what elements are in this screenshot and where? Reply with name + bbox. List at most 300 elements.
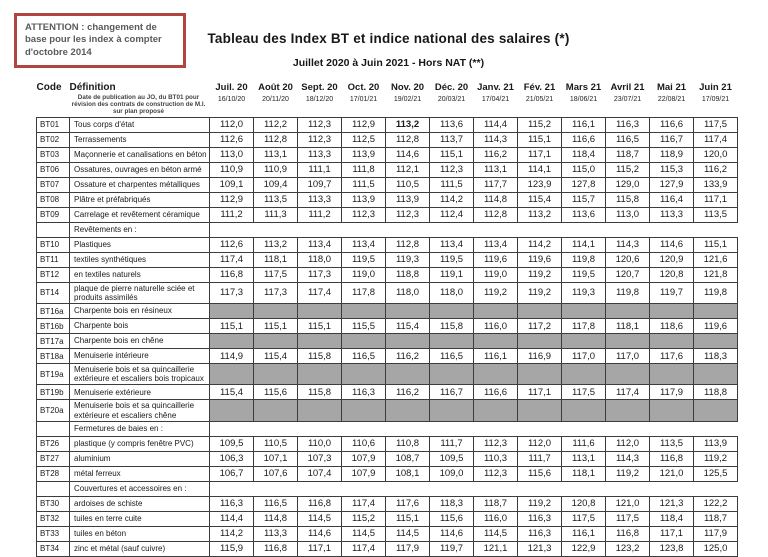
value-cell: 118,1	[254, 252, 298, 267]
value-cell: 123,9	[518, 177, 562, 192]
value-cell: 109,0	[430, 466, 474, 481]
value-cell: 117,5	[694, 117, 738, 132]
table-row	[37, 496, 738, 511]
value-cell: 118,0	[386, 282, 430, 303]
value-cell: 114,2	[518, 237, 562, 252]
month-column-header	[210, 80, 254, 117]
value-cell: 113,4	[298, 237, 342, 252]
value-cell: 118,3	[694, 349, 738, 364]
month-column-header	[606, 80, 650, 117]
value-cell: 119,1	[430, 267, 474, 282]
value-cell	[254, 304, 298, 319]
value-cell: 112,3	[474, 466, 518, 481]
table-row	[37, 282, 738, 303]
value-cell	[298, 364, 342, 385]
value-cell: 114,1	[562, 237, 606, 252]
value-cell: 113,3	[254, 526, 298, 541]
value-cell	[518, 334, 562, 349]
value-cell: 116,7	[650, 132, 694, 147]
value-cell: 119,8	[562, 252, 606, 267]
value-cell: 111,3	[254, 207, 298, 222]
value-cell: 112,0	[518, 436, 562, 451]
month-column-header	[650, 80, 694, 117]
value-cell	[694, 364, 738, 385]
table-row	[37, 177, 738, 192]
value-cell	[650, 400, 694, 421]
value-cell: 110,6	[342, 436, 386, 451]
value-cell: 117,1	[298, 541, 342, 556]
value-cell: 118,0	[298, 252, 342, 267]
definition-cell: Couvertures et accessoires en :	[70, 481, 210, 496]
value-cell	[254, 364, 298, 385]
value-cell: 127,9	[650, 177, 694, 192]
value-cell: 113,5	[694, 207, 738, 222]
value-cell: 117,4	[298, 282, 342, 303]
value-cell: 114,5	[474, 526, 518, 541]
index-table	[36, 80, 738, 557]
value-cell: 114,4	[210, 511, 254, 526]
value-cell: 112,3	[342, 207, 386, 222]
value-cell: 120,9	[650, 252, 694, 267]
code-cell: BT17a	[37, 334, 70, 349]
value-cell: 123,8	[650, 541, 694, 556]
value-cell	[386, 400, 430, 421]
value-cell: 112,3	[298, 117, 342, 132]
month-column-header	[518, 80, 562, 117]
value-cell	[342, 400, 386, 421]
value-cell: 110,5	[254, 436, 298, 451]
value-cell	[386, 334, 430, 349]
value-cell: 117,1	[518, 147, 562, 162]
definition-header-label: Définition	[69, 82, 116, 93]
value-cell: 107,9	[342, 451, 386, 466]
value-cell: 119,5	[430, 252, 474, 267]
value-cell	[342, 334, 386, 349]
value-cell: 116,5	[254, 496, 298, 511]
value-cell: 119,8	[606, 282, 650, 303]
value-cell: 112,0	[606, 436, 650, 451]
value-cell: 114,5	[386, 526, 430, 541]
value-cell: 119,0	[474, 267, 518, 282]
value-cell	[694, 334, 738, 349]
value-cell: 118,1	[562, 466, 606, 481]
definition-header-note: Date de publication au JO, du BT01 pour révision des contrats de construction de M.I. sur plan proposé	[71, 94, 206, 116]
value-cell: 115,1	[518, 132, 562, 147]
value-cell: 115,1	[210, 319, 254, 334]
value-cell: 110,9	[254, 162, 298, 177]
value-cell: 115,8	[430, 319, 474, 334]
month-column-header	[386, 80, 430, 117]
value-cell: 115,5	[342, 319, 386, 334]
table-row	[37, 526, 738, 541]
value-cell: 117,5	[254, 267, 298, 282]
value-cell: 117,2	[518, 319, 562, 334]
value-cell: 119,7	[650, 282, 694, 303]
value-cell: 119,7	[430, 541, 474, 556]
value-cell: 111,7	[518, 451, 562, 466]
definition-cell: textiles synthétiques	[70, 252, 210, 267]
code-column-header: Code	[36, 82, 62, 93]
value-cell: 110,8	[386, 436, 430, 451]
value-cell: 110,9	[210, 162, 254, 177]
value-cell: 117,3	[254, 282, 298, 303]
value-cell: 119,2	[518, 496, 562, 511]
value-cell: 112,9	[210, 192, 254, 207]
value-cell: 116,8	[210, 267, 254, 282]
value-cell	[518, 400, 562, 421]
value-cell: 110,0	[298, 436, 342, 451]
value-cell: 117,3	[210, 282, 254, 303]
value-cell: 117,9	[694, 526, 738, 541]
code-cell: BT20a	[37, 400, 70, 421]
value-cell: 116,0	[474, 319, 518, 334]
month-label: Avril 21	[610, 82, 645, 93]
definition-cell: aluminium	[70, 451, 210, 466]
value-cell: 112,8	[254, 132, 298, 147]
definition-cell: Plâtre et préfabriqués	[70, 192, 210, 207]
code-cell: BT33	[37, 526, 70, 541]
value-cell: 106,7	[210, 466, 254, 481]
value-cell	[694, 400, 738, 421]
value-cell: 116,1	[562, 526, 606, 541]
value-cell: 113,9	[342, 192, 386, 207]
value-cell: 107,4	[298, 466, 342, 481]
value-cell: 112,5	[342, 132, 386, 147]
table-row	[37, 162, 738, 177]
value-cell: 112,2	[254, 117, 298, 132]
value-cell: 119,2	[694, 451, 738, 466]
value-cell: 125,0	[694, 541, 738, 556]
value-cell: 113,1	[254, 147, 298, 162]
value-cell: 115,4	[210, 385, 254, 400]
value-cell: 108,1	[386, 466, 430, 481]
value-cell: 122,9	[562, 541, 606, 556]
value-cell: 119,3	[562, 282, 606, 303]
value-cell	[650, 304, 694, 319]
value-cell	[210, 400, 254, 421]
section-spacer-cell	[210, 481, 738, 496]
definition-cell: Charpente bois	[70, 319, 210, 334]
publication-date: 21/05/21	[525, 96, 554, 103]
value-cell: 119,0	[342, 267, 386, 282]
table-row	[37, 436, 738, 451]
value-cell: 116,7	[430, 385, 474, 400]
value-cell: 113,3	[650, 207, 694, 222]
month-column-header	[342, 80, 386, 117]
value-cell: 116,3	[606, 117, 650, 132]
definition-cell: Menuiserie bois et sa quincaillerie extérieure et escaliers bois tropicaux	[70, 364, 210, 385]
value-cell: 114,5	[298, 511, 342, 526]
value-cell: 114,6	[386, 147, 430, 162]
value-cell: 112,9	[342, 117, 386, 132]
value-cell: 113,1	[562, 451, 606, 466]
value-cell: 116,3	[518, 511, 562, 526]
definition-cell: Tous corps d'état	[70, 117, 210, 132]
value-cell: 111,2	[210, 207, 254, 222]
value-cell: 116,8	[650, 451, 694, 466]
value-cell: 115,2	[606, 162, 650, 177]
value-cell: 113,9	[694, 436, 738, 451]
value-cell: 117,9	[650, 385, 694, 400]
value-cell: 112,8	[474, 207, 518, 222]
value-cell: 111,1	[298, 162, 342, 177]
code-cell: BT34	[37, 541, 70, 556]
value-cell: 118,8	[386, 267, 430, 282]
value-cell: 120,7	[606, 267, 650, 282]
value-cell: 120,8	[650, 267, 694, 282]
table-row	[37, 511, 738, 526]
month-column-header	[430, 80, 474, 117]
value-cell: 114,8	[254, 511, 298, 526]
month-label: Janv. 21	[477, 82, 514, 93]
definition-cell: plastique (y compris fenêtre PVC)	[70, 436, 210, 451]
month-label: Oct. 20	[347, 82, 380, 93]
month-label: Août 20	[258, 82, 293, 93]
value-cell: 116,3	[518, 526, 562, 541]
value-cell: 116,1	[562, 117, 606, 132]
value-cell	[430, 400, 474, 421]
value-cell: 118,3	[430, 496, 474, 511]
value-cell: 117,0	[562, 349, 606, 364]
value-cell: 115,8	[298, 385, 342, 400]
value-cell: 113,9	[386, 192, 430, 207]
value-cell: 106,3	[210, 451, 254, 466]
publication-date: 20/03/21	[437, 96, 466, 103]
definition-cell: métal ferreux	[70, 466, 210, 481]
publication-date: 20/11/20	[262, 96, 289, 103]
value-cell: 114,3	[606, 451, 650, 466]
value-cell: 113,0	[606, 207, 650, 222]
value-cell: 113,2	[518, 207, 562, 222]
table-row	[37, 304, 738, 319]
value-cell: 113,4	[474, 237, 518, 252]
value-cell: 118,7	[694, 511, 738, 526]
value-cell	[474, 400, 518, 421]
month-column-header	[474, 80, 518, 117]
value-cell	[694, 304, 738, 319]
value-cell: 113,3	[298, 192, 342, 207]
value-cell: 114,8	[474, 192, 518, 207]
value-cell: 119,2	[518, 282, 562, 303]
value-cell	[562, 400, 606, 421]
value-cell: 118,8	[694, 385, 738, 400]
table-row	[37, 541, 738, 556]
value-cell	[342, 304, 386, 319]
value-cell: 112,4	[430, 207, 474, 222]
month-label: Nov. 20	[390, 82, 425, 93]
publication-date: 17/04/21	[481, 96, 510, 103]
month-label: Sept. 20	[301, 82, 338, 93]
table-row	[37, 319, 738, 334]
section-spacer-cell	[210, 222, 738, 237]
value-cell: 118,7	[606, 147, 650, 162]
code-cell: BT16a	[37, 304, 70, 319]
value-cell: 117,0	[606, 349, 650, 364]
code-cell: BT30	[37, 496, 70, 511]
value-cell: 114,2	[210, 526, 254, 541]
table-row	[37, 400, 738, 421]
definition-cell: zinc et métal (sauf cuivre)	[70, 541, 210, 556]
value-cell	[254, 334, 298, 349]
value-cell: 109,5	[210, 436, 254, 451]
table-row	[37, 385, 738, 400]
value-cell: 116,6	[650, 117, 694, 132]
value-cell: 107,9	[342, 466, 386, 481]
value-cell: 111,5	[342, 177, 386, 192]
title-block	[36, 31, 741, 69]
value-cell	[210, 364, 254, 385]
value-cell: 115,1	[430, 147, 474, 162]
value-cell: 114,9	[210, 349, 254, 364]
value-cell	[650, 364, 694, 385]
value-cell: 112,1	[386, 162, 430, 177]
value-cell: 119,6	[694, 319, 738, 334]
table-row	[37, 349, 738, 364]
value-cell: 118,6	[650, 319, 694, 334]
definition-cell: tuiles en terre cuite	[70, 511, 210, 526]
value-cell: 117,4	[210, 252, 254, 267]
value-cell: 115,0	[562, 162, 606, 177]
value-cell	[298, 400, 342, 421]
month-label: Mai 21	[656, 82, 687, 93]
table-row	[37, 192, 738, 207]
value-cell: 111,8	[342, 162, 386, 177]
value-cell: 117,9	[386, 541, 430, 556]
value-cell: 108,7	[386, 451, 430, 466]
definition-cell: Charpente bois en résineux	[70, 304, 210, 319]
value-cell: 115,4	[254, 349, 298, 364]
definition-cell: tuiles en béton	[70, 526, 210, 541]
definition-cell: Ossature et charpentes métalliques	[70, 177, 210, 192]
value-cell: 115,4	[386, 319, 430, 334]
publication-date: 18/06/21	[569, 96, 598, 103]
value-cell: 112,0	[210, 117, 254, 132]
value-cell	[342, 364, 386, 385]
value-cell: 114,1	[518, 162, 562, 177]
code-cell: BT19b	[37, 385, 70, 400]
table-row	[37, 421, 738, 436]
definition-column-header	[70, 80, 210, 117]
value-cell	[386, 364, 430, 385]
value-cell	[518, 364, 562, 385]
definition-cell: Menuiserie bois et sa quincaillerie extérieure et escaliers chêne	[70, 400, 210, 421]
value-cell: 117,3	[298, 267, 342, 282]
value-cell: 118,1	[606, 319, 650, 334]
value-cell: 121,0	[650, 466, 694, 481]
value-cell: 113,7	[430, 132, 474, 147]
value-cell: 116,4	[650, 192, 694, 207]
month-label: Mars 21	[565, 82, 602, 93]
month-label: Déc. 20	[434, 82, 469, 93]
code-cell: BT08	[37, 192, 70, 207]
value-cell: 115,8	[606, 192, 650, 207]
code-cell: BT11	[37, 252, 70, 267]
value-cell	[474, 334, 518, 349]
value-cell: 116,1	[474, 349, 518, 364]
month-column-header	[562, 80, 606, 117]
value-cell: 112,3	[474, 436, 518, 451]
value-cell: 119,5	[562, 267, 606, 282]
value-cell: 125,5	[694, 466, 738, 481]
publication-date: 23/07/21	[613, 96, 642, 103]
definition-cell: Terrassements	[70, 132, 210, 147]
definition-cell: plaque de pierre naturelle sciée et produits assimilés	[70, 282, 210, 303]
code-cell: BT28	[37, 466, 70, 481]
value-cell: 113,5	[650, 436, 694, 451]
value-cell: 107,1	[254, 451, 298, 466]
value-cell	[430, 364, 474, 385]
table-row	[37, 132, 738, 147]
table-row	[37, 481, 738, 496]
value-cell: 114,4	[474, 117, 518, 132]
table-row	[37, 364, 738, 385]
value-cell: 121,6	[694, 252, 738, 267]
value-cell: 117,4	[342, 496, 386, 511]
header-row	[37, 80, 738, 117]
definition-cell: Menuiserie extérieure	[70, 385, 210, 400]
code-cell: BT12	[37, 267, 70, 282]
publication-date: 17/09/21	[701, 96, 730, 103]
value-cell: 115,8	[298, 349, 342, 364]
value-cell	[606, 400, 650, 421]
value-cell: 115,6	[430, 511, 474, 526]
value-cell: 113,1	[474, 162, 518, 177]
value-cell: 116,9	[518, 349, 562, 364]
value-cell: 117,4	[694, 132, 738, 147]
value-cell: 112,6	[210, 237, 254, 252]
value-cell: 110,3	[474, 451, 518, 466]
value-cell: 120,8	[562, 496, 606, 511]
code-cell	[37, 222, 70, 237]
value-cell	[562, 364, 606, 385]
value-cell: 114,6	[650, 237, 694, 252]
value-cell: 116,3	[210, 496, 254, 511]
value-cell: 117,4	[342, 541, 386, 556]
value-cell: 113,4	[430, 237, 474, 252]
value-cell: 117,4	[606, 385, 650, 400]
value-cell: 112,3	[430, 162, 474, 177]
value-cell: 119,2	[518, 267, 562, 282]
month-column-header	[298, 80, 342, 117]
value-cell	[254, 400, 298, 421]
value-cell: 107,3	[298, 451, 342, 466]
value-cell: 117,5	[562, 511, 606, 526]
code-cell: BT27	[37, 451, 70, 466]
code-cell: BT32	[37, 511, 70, 526]
value-cell: 113,3	[298, 147, 342, 162]
value-cell: 116,0	[474, 511, 518, 526]
code-cell: BT02	[37, 132, 70, 147]
value-cell: 119,6	[474, 252, 518, 267]
section-spacer-cell	[210, 421, 738, 436]
value-cell: 116,8	[254, 541, 298, 556]
value-cell: 112,3	[298, 132, 342, 147]
value-cell: 113,0	[210, 147, 254, 162]
value-cell: 113,2	[386, 117, 430, 132]
definition-cell: Menuiserie intérieure	[70, 349, 210, 364]
definition-cell: Charpente bois en chêne	[70, 334, 210, 349]
table-row	[37, 466, 738, 481]
value-cell	[562, 304, 606, 319]
month-column-header	[694, 80, 738, 117]
value-cell: 115,2	[342, 511, 386, 526]
value-cell: 114,2	[430, 192, 474, 207]
code-cell: BT26	[37, 436, 70, 451]
publication-date: 19/02/21	[393, 96, 422, 103]
definition-cell: en textiles naturels	[70, 267, 210, 282]
value-cell: 118,0	[430, 282, 474, 303]
code-cell: BT14	[37, 282, 70, 303]
